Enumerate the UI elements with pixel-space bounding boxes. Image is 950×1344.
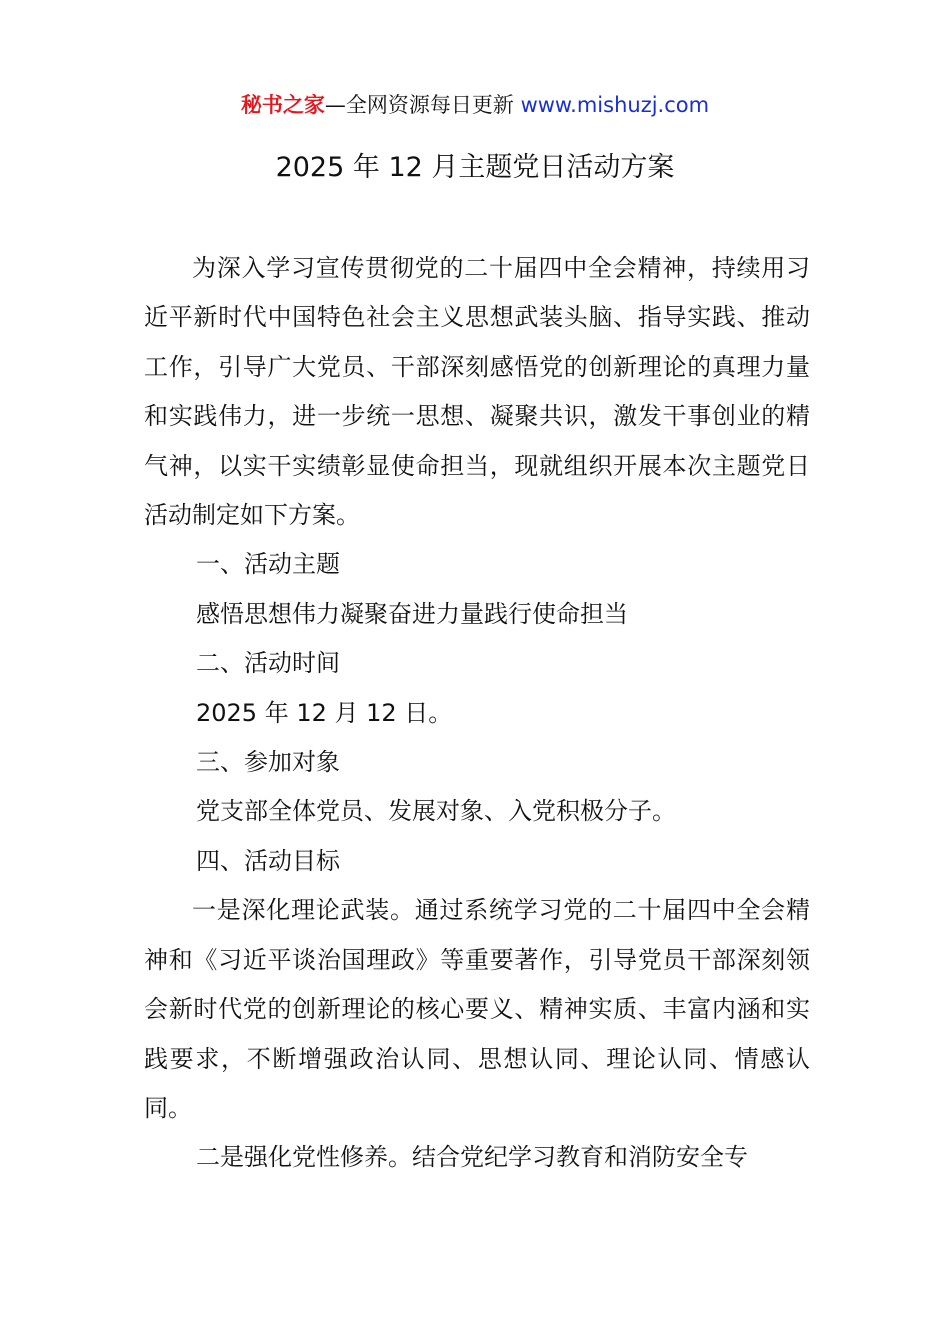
- brand-name: 秘书之家: [240, 93, 325, 117]
- document-body: [144, 244, 810, 1183]
- section-content-participants: 党支部全体党员、发展对象、入党积极分子。: [196, 797, 676, 826]
- intro-paragraph: 为深入学习宣传贯彻党的二十届四中全会精神，持续用习近平新时代中国特色社会主义思想武装头脑、指导实践、推动工作，引导广大党员、干部深刻感悟党的创新理论的真理力量和实践伟力，进一步统一思想、凝聚共识，激发干事创业的精气神，以实干实绩彰显使命担当，现就组织开展本次主题党日活动制定如下方案。: [144, 254, 810, 530]
- goal-paragraph-1: 一是深化理论武装。通过系统学习党的二十届四中全会精神和《习近平谈治国理政》等重要著作，引导党员干部深刻领会新时代党的创新理论的核心要义、精神实质、丰富内涵和实践要求，不断增强政治认同、思想认同、理论认同、情感认同。: [144, 896, 810, 1122]
- section-content-time: 2025 年 12 月 12 日。: [196, 698, 453, 727]
- site-header: [0, 89, 950, 121]
- section-heading-participants: 三、参加对象: [196, 748, 340, 777]
- section-heading-time: 二、活动时间: [196, 649, 340, 678]
- document-title: 2025 年 12 月主题党日活动方案: [275, 152, 675, 183]
- site-tagline: —全网资源每日更新: [324, 93, 514, 117]
- section-heading-theme: 一、活动主题: [196, 550, 340, 579]
- goal-paragraph-2: 二是强化党性修养。结合党纪学习教育和消防安全专: [196, 1143, 748, 1172]
- section-heading-goals: 四、活动目标: [196, 846, 340, 875]
- section-content-theme: 感悟思想伟力凝聚奋进力量践行使命担当: [196, 599, 628, 628]
- site-url-link[interactable]: www.mishuzj.com: [520, 93, 710, 117]
